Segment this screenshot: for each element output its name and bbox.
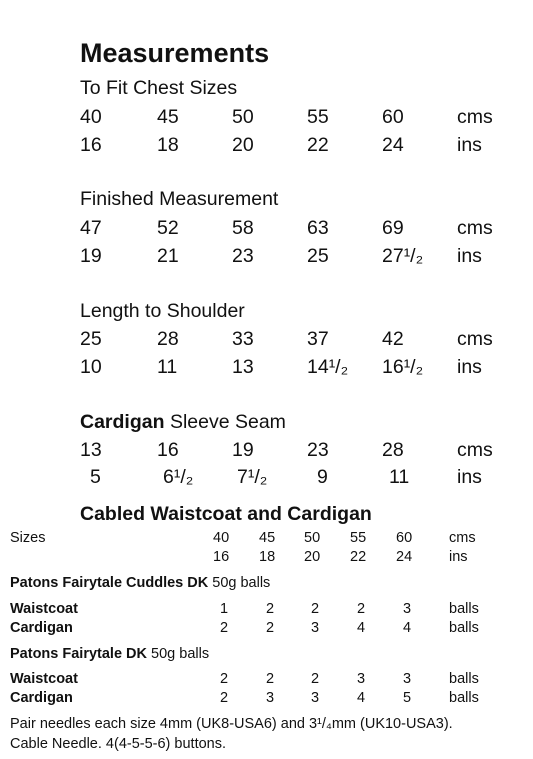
cell: 16 bbox=[213, 549, 230, 565]
section-title: Cabled Waistcoat and Cardigan bbox=[80, 503, 372, 525]
cell: 37 bbox=[307, 328, 329, 350]
cell: 20 bbox=[232, 134, 254, 156]
sleeve-row-ins bbox=[0, 466, 533, 492]
cell: 9 bbox=[317, 466, 328, 488]
cell: 16¹/₂ bbox=[382, 356, 424, 378]
cell: 16 bbox=[157, 439, 179, 461]
finished-row-ins bbox=[0, 245, 533, 271]
row-label: Cardigan bbox=[10, 620, 73, 636]
yarn2-weight: 50g balls bbox=[151, 646, 210, 662]
cell: 22 bbox=[350, 549, 367, 565]
yarn1-heading bbox=[10, 575, 270, 591]
cell: 2 bbox=[266, 620, 275, 636]
cell: 4 bbox=[357, 620, 366, 636]
cell: 40 bbox=[213, 530, 230, 546]
yarn2-waistcoat-row bbox=[0, 671, 533, 691]
cell: 22 bbox=[307, 134, 329, 156]
unit: cms bbox=[457, 217, 493, 239]
cell: 19 bbox=[232, 439, 254, 461]
cell: 23 bbox=[307, 439, 329, 461]
cell: 5 bbox=[90, 466, 101, 488]
sleeve-row-cms bbox=[0, 439, 533, 465]
row-label: Waistcoat bbox=[10, 671, 78, 687]
finished-heading: Finished Measurement bbox=[80, 188, 279, 210]
cell: 52 bbox=[157, 217, 179, 239]
cell: 2 bbox=[220, 690, 229, 706]
yarn1-name: Patons Fairytale Cuddles DK bbox=[10, 575, 209, 591]
needles-note: Pair needles each size 4mm (UK8-USA6) and 3¹/₄mm (UK10-USA3). bbox=[10, 716, 453, 732]
cell: 50 bbox=[304, 530, 321, 546]
cell: 2 bbox=[311, 671, 320, 687]
cell: 33 bbox=[232, 328, 254, 350]
length-row-ins bbox=[0, 356, 533, 382]
cell: 3 bbox=[403, 671, 412, 687]
cell: 14¹/₂ bbox=[307, 356, 349, 378]
unit: cms bbox=[457, 328, 493, 350]
cell: 18 bbox=[157, 134, 179, 156]
unit: balls bbox=[449, 620, 479, 636]
cell: 23 bbox=[232, 245, 254, 267]
row-label: Waistcoat bbox=[10, 601, 78, 617]
cell: 2 bbox=[266, 601, 275, 617]
unit: balls bbox=[449, 690, 479, 706]
cell: 3 bbox=[403, 601, 412, 617]
sizes-label: Sizes bbox=[10, 530, 46, 546]
cell: 21 bbox=[157, 245, 179, 267]
cell: 3 bbox=[357, 671, 366, 687]
unit: ins bbox=[449, 549, 468, 565]
cell: 4 bbox=[357, 690, 366, 706]
cell: 18 bbox=[259, 549, 276, 565]
cell: 24 bbox=[396, 549, 413, 565]
cell: 2 bbox=[266, 671, 275, 687]
length-row-cms bbox=[0, 328, 533, 354]
cell: 13 bbox=[80, 439, 102, 461]
cell: 2 bbox=[220, 671, 229, 687]
length-heading: Length to Shoulder bbox=[80, 300, 245, 322]
cell: 2 bbox=[357, 601, 366, 617]
cell: 40 bbox=[80, 106, 102, 128]
cell: 60 bbox=[382, 106, 404, 128]
unit: ins bbox=[457, 134, 482, 156]
cell: 55 bbox=[350, 530, 367, 546]
unit: balls bbox=[449, 601, 479, 617]
cell: 28 bbox=[382, 439, 404, 461]
cell: 3 bbox=[311, 620, 320, 636]
sizes-row-cms bbox=[0, 530, 533, 550]
unit: ins bbox=[457, 466, 482, 488]
cell: 6¹/₂ bbox=[163, 466, 194, 488]
cell: 4 bbox=[403, 620, 412, 636]
sizes-row-ins bbox=[0, 549, 533, 569]
sleeve-heading bbox=[80, 411, 286, 434]
page-title: Measurements bbox=[80, 38, 270, 68]
finished-row-cms bbox=[0, 217, 533, 243]
yarn2-cardigan-row bbox=[0, 690, 533, 710]
cell: 13 bbox=[232, 356, 254, 378]
cable-note: Cable Needle. 4(4-5-5-6) buttons. bbox=[10, 736, 227, 752]
chest-heading: To Fit Chest Sizes bbox=[80, 77, 238, 99]
cell: 25 bbox=[307, 245, 329, 267]
cell: 28 bbox=[157, 328, 179, 350]
cell: 24 bbox=[382, 134, 404, 156]
yarn2-heading bbox=[10, 646, 209, 662]
unit: ins bbox=[457, 356, 482, 378]
unit: cms bbox=[457, 106, 493, 128]
yarn2-name: Patons Fairytale DK bbox=[10, 646, 147, 662]
cell: 27¹/₂ bbox=[382, 245, 424, 267]
cell: 11 bbox=[157, 356, 178, 378]
cell: 69 bbox=[382, 217, 404, 239]
cell: 19 bbox=[80, 245, 102, 267]
chest-row-ins bbox=[0, 134, 533, 160]
cell: 2 bbox=[220, 620, 229, 636]
cell: 60 bbox=[396, 530, 413, 546]
row-label: Cardigan bbox=[10, 690, 73, 706]
yarn1-waistcoat-row bbox=[0, 601, 533, 621]
cell: 42 bbox=[382, 328, 404, 350]
cell: 3 bbox=[311, 690, 320, 706]
cell: 25 bbox=[80, 328, 102, 350]
cell: 45 bbox=[259, 530, 276, 546]
yarn1-cardigan-row bbox=[0, 620, 533, 640]
unit: balls bbox=[449, 671, 479, 687]
cell: 47 bbox=[80, 217, 102, 239]
cell: 58 bbox=[232, 217, 254, 239]
cell: 45 bbox=[157, 106, 179, 128]
unit: cms bbox=[449, 530, 476, 546]
cell: 10 bbox=[80, 356, 102, 378]
cell: 16 bbox=[80, 134, 102, 156]
unit: cms bbox=[457, 439, 493, 461]
cell: 5 bbox=[403, 690, 412, 706]
cell: 1 bbox=[220, 601, 229, 617]
cell: 63 bbox=[307, 217, 329, 239]
cell: 2 bbox=[311, 601, 320, 617]
cell: 7¹/₂ bbox=[237, 466, 268, 488]
cell: 3 bbox=[266, 690, 275, 706]
chest-row-cms bbox=[0, 106, 533, 132]
cell: 55 bbox=[307, 106, 329, 128]
yarn1-weight: 50g balls bbox=[212, 575, 271, 591]
cell: 50 bbox=[232, 106, 254, 128]
sleeve-heading-rest: Sleeve Seam bbox=[169, 411, 286, 433]
unit: ins bbox=[457, 245, 482, 267]
sleeve-heading-bold: Cardigan bbox=[80, 411, 165, 433]
cell: 20 bbox=[304, 549, 321, 565]
cell: 11 bbox=[389, 466, 410, 488]
